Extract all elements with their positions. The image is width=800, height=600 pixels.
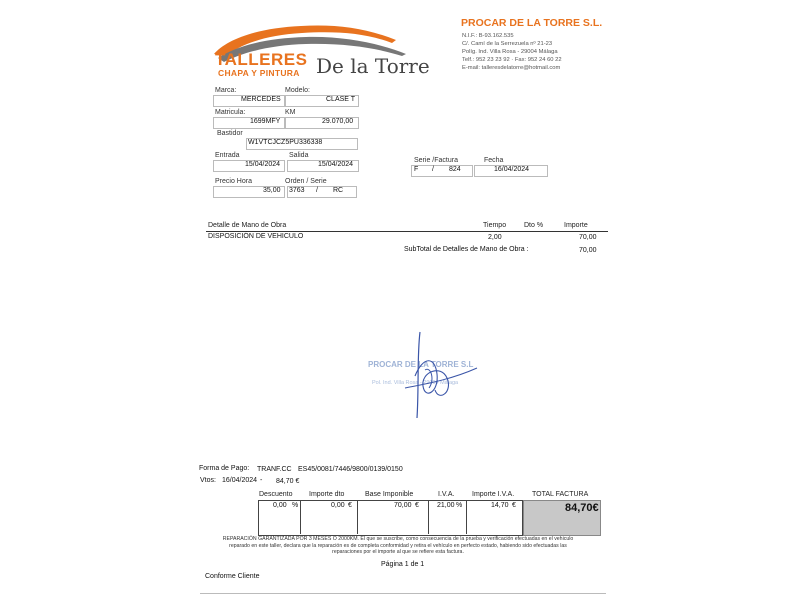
- serie-factura-box: [411, 165, 473, 177]
- salida-value: 15/04/2024: [318, 161, 354, 168]
- iva-value: 21,00: [437, 502, 455, 509]
- labor-subtotal-value: 70,00: [579, 247, 597, 254]
- labor-header-importe: Importe: [564, 222, 588, 229]
- bastidor-value: W1VTCJCZ5PU336338: [248, 139, 323, 146]
- orden-separator: /: [316, 187, 318, 194]
- precio-hora-label: Precio Hora: [215, 178, 252, 185]
- labor-subtotal-label: SubTotal de Detalles de Mano de Obra :: [404, 246, 529, 253]
- totals-divider: [428, 500, 429, 534]
- vto-amount: 84,70 €: [276, 478, 300, 485]
- fecha-value: 16/04/2024: [494, 166, 530, 173]
- legal-line-2: reparado en este taller, declara que la reparación es de completa conformidad y retira el vehículo en perfecto estado, habiendo sido efectuadas las: [229, 542, 567, 549]
- company-street: C/. Camí de la Serrezuela nº 21-23: [462, 41, 553, 47]
- logo-subtitle: CHAPA Y PINTURA: [218, 68, 300, 78]
- serie-value: F: [414, 166, 419, 173]
- entrada-label: Entrada: [215, 152, 240, 159]
- importe-dto-value: 0,00: [331, 502, 345, 509]
- km-label: KM: [285, 109, 296, 116]
- marca-value: MERCEDES: [241, 96, 281, 103]
- total-factura-value: 84,70€: [565, 502, 599, 514]
- totals-divider: [466, 500, 467, 534]
- labor-row-tiempo: 2,00: [488, 234, 502, 241]
- base-imponible-value: 70,00: [394, 502, 412, 509]
- labor-header-tiempo: Tiempo: [483, 222, 507, 229]
- totals-divider: [357, 500, 358, 534]
- matricula-value: 1699MFY: [250, 118, 281, 125]
- serie-factura-label: Serie /Factura: [414, 157, 458, 164]
- importe-iva-value: 14,70: [491, 502, 509, 509]
- factura-number: 824: [449, 166, 461, 173]
- importe-iva-label: Importe I.V.A.: [472, 491, 515, 498]
- company-address: [462, 32, 562, 72]
- forma-pago-value: TRANF.CC: [257, 466, 292, 473]
- total-factura-label: TOTAL FACTURA: [532, 491, 589, 498]
- labor-header-dto: Dto %: [524, 222, 544, 229]
- descuento-label: Descuento: [259, 491, 293, 498]
- conforme-cliente: Conforme Cliente: [205, 573, 260, 580]
- vto-date: 16/04/2024: [222, 477, 258, 484]
- entrada-value: 15/04/2024: [245, 161, 281, 168]
- salida-label: Salida: [289, 152, 309, 159]
- logo-script: De la Torre: [316, 54, 430, 78]
- descuento-value: 0,00: [273, 502, 287, 509]
- km-value: 29.070,00: [322, 118, 354, 125]
- legal-line-1: REPARACIÓN GARANTIZADA POR 3 MESES O 2000KM. El que se suscribe, como consecuencia de la prueba y verificación efectuadas en el vehiculo: [222, 536, 574, 542]
- company-phone: Telf.: 952 23 23 92 · Fax: 952 24 60 22: [462, 57, 562, 63]
- orden-label: Orden / Serie: [285, 178, 327, 185]
- precio-hora-value: 35,00: [263, 187, 281, 194]
- labor-header-detalle: Detalle de Mano de Obra: [208, 222, 287, 229]
- base-imponible-label: Base Imponible: [365, 491, 414, 498]
- importe-iva-unit: €: [512, 502, 516, 509]
- base-imponible-unit: €: [415, 502, 419, 509]
- labor-row-importe: 70,00: [579, 234, 597, 241]
- matricula-label: Matricula:: [215, 109, 246, 116]
- page-number: Página 1 de 1: [381, 561, 425, 568]
- company-email: E-mail: talleresdelatorre@hotmail.com: [462, 65, 561, 71]
- signature-icon: [395, 326, 485, 426]
- stamp-address: Pol. Ind. Villa Rosa - 29004 Málaga: [372, 380, 459, 386]
- modelo-label: Modelo:: [285, 87, 310, 94]
- vto-separator: -: [260, 477, 263, 484]
- iban-value: ES45/0081/7446/9800/0139/0150: [298, 466, 403, 473]
- forma-pago-label: Forma de Pago:: [199, 465, 250, 472]
- company-nif: N.I.F.: B-93.162.535: [462, 33, 514, 39]
- fecha-label: Fecha: [484, 157, 504, 164]
- importe-dto-unit: €: [348, 502, 352, 509]
- logo-title: TALLERES: [215, 50, 308, 69]
- totals-divider: [300, 500, 301, 534]
- marca-label: Marca:: [215, 87, 237, 94]
- company-polig: Políg. Ind. Villa Rosa - 29004 Málaga: [462, 49, 558, 55]
- descuento-unit: %: [292, 502, 299, 509]
- labor-row-desc: DISPOSICIÓN DE VEHICULO: [208, 233, 304, 240]
- modelo-value: CLASE T: [326, 96, 356, 103]
- iva-label: I.V.A.: [438, 491, 455, 498]
- serie-separator: /: [432, 166, 434, 173]
- bastidor-label: Bastidor: [217, 130, 243, 137]
- company-name: PROCAR DE LA TORRE S.L.: [461, 17, 603, 29]
- importe-dto-label: Importe dto: [309, 491, 345, 498]
- footer-divider: [200, 593, 606, 594]
- legal-text: [198, 536, 598, 556]
- orden-value: 3763: [289, 187, 305, 194]
- company-stamp: PROCAR DE LA TORRE S.L: [368, 360, 474, 369]
- orden-serie-value: RC: [333, 187, 344, 194]
- iva-unit: %: [456, 502, 463, 509]
- vtos-label: Vtos:: [200, 477, 216, 484]
- legal-line-3: reparaciones por el importe al que se refiere esta factura.: [332, 549, 464, 555]
- labor-header-divider: [206, 231, 608, 232]
